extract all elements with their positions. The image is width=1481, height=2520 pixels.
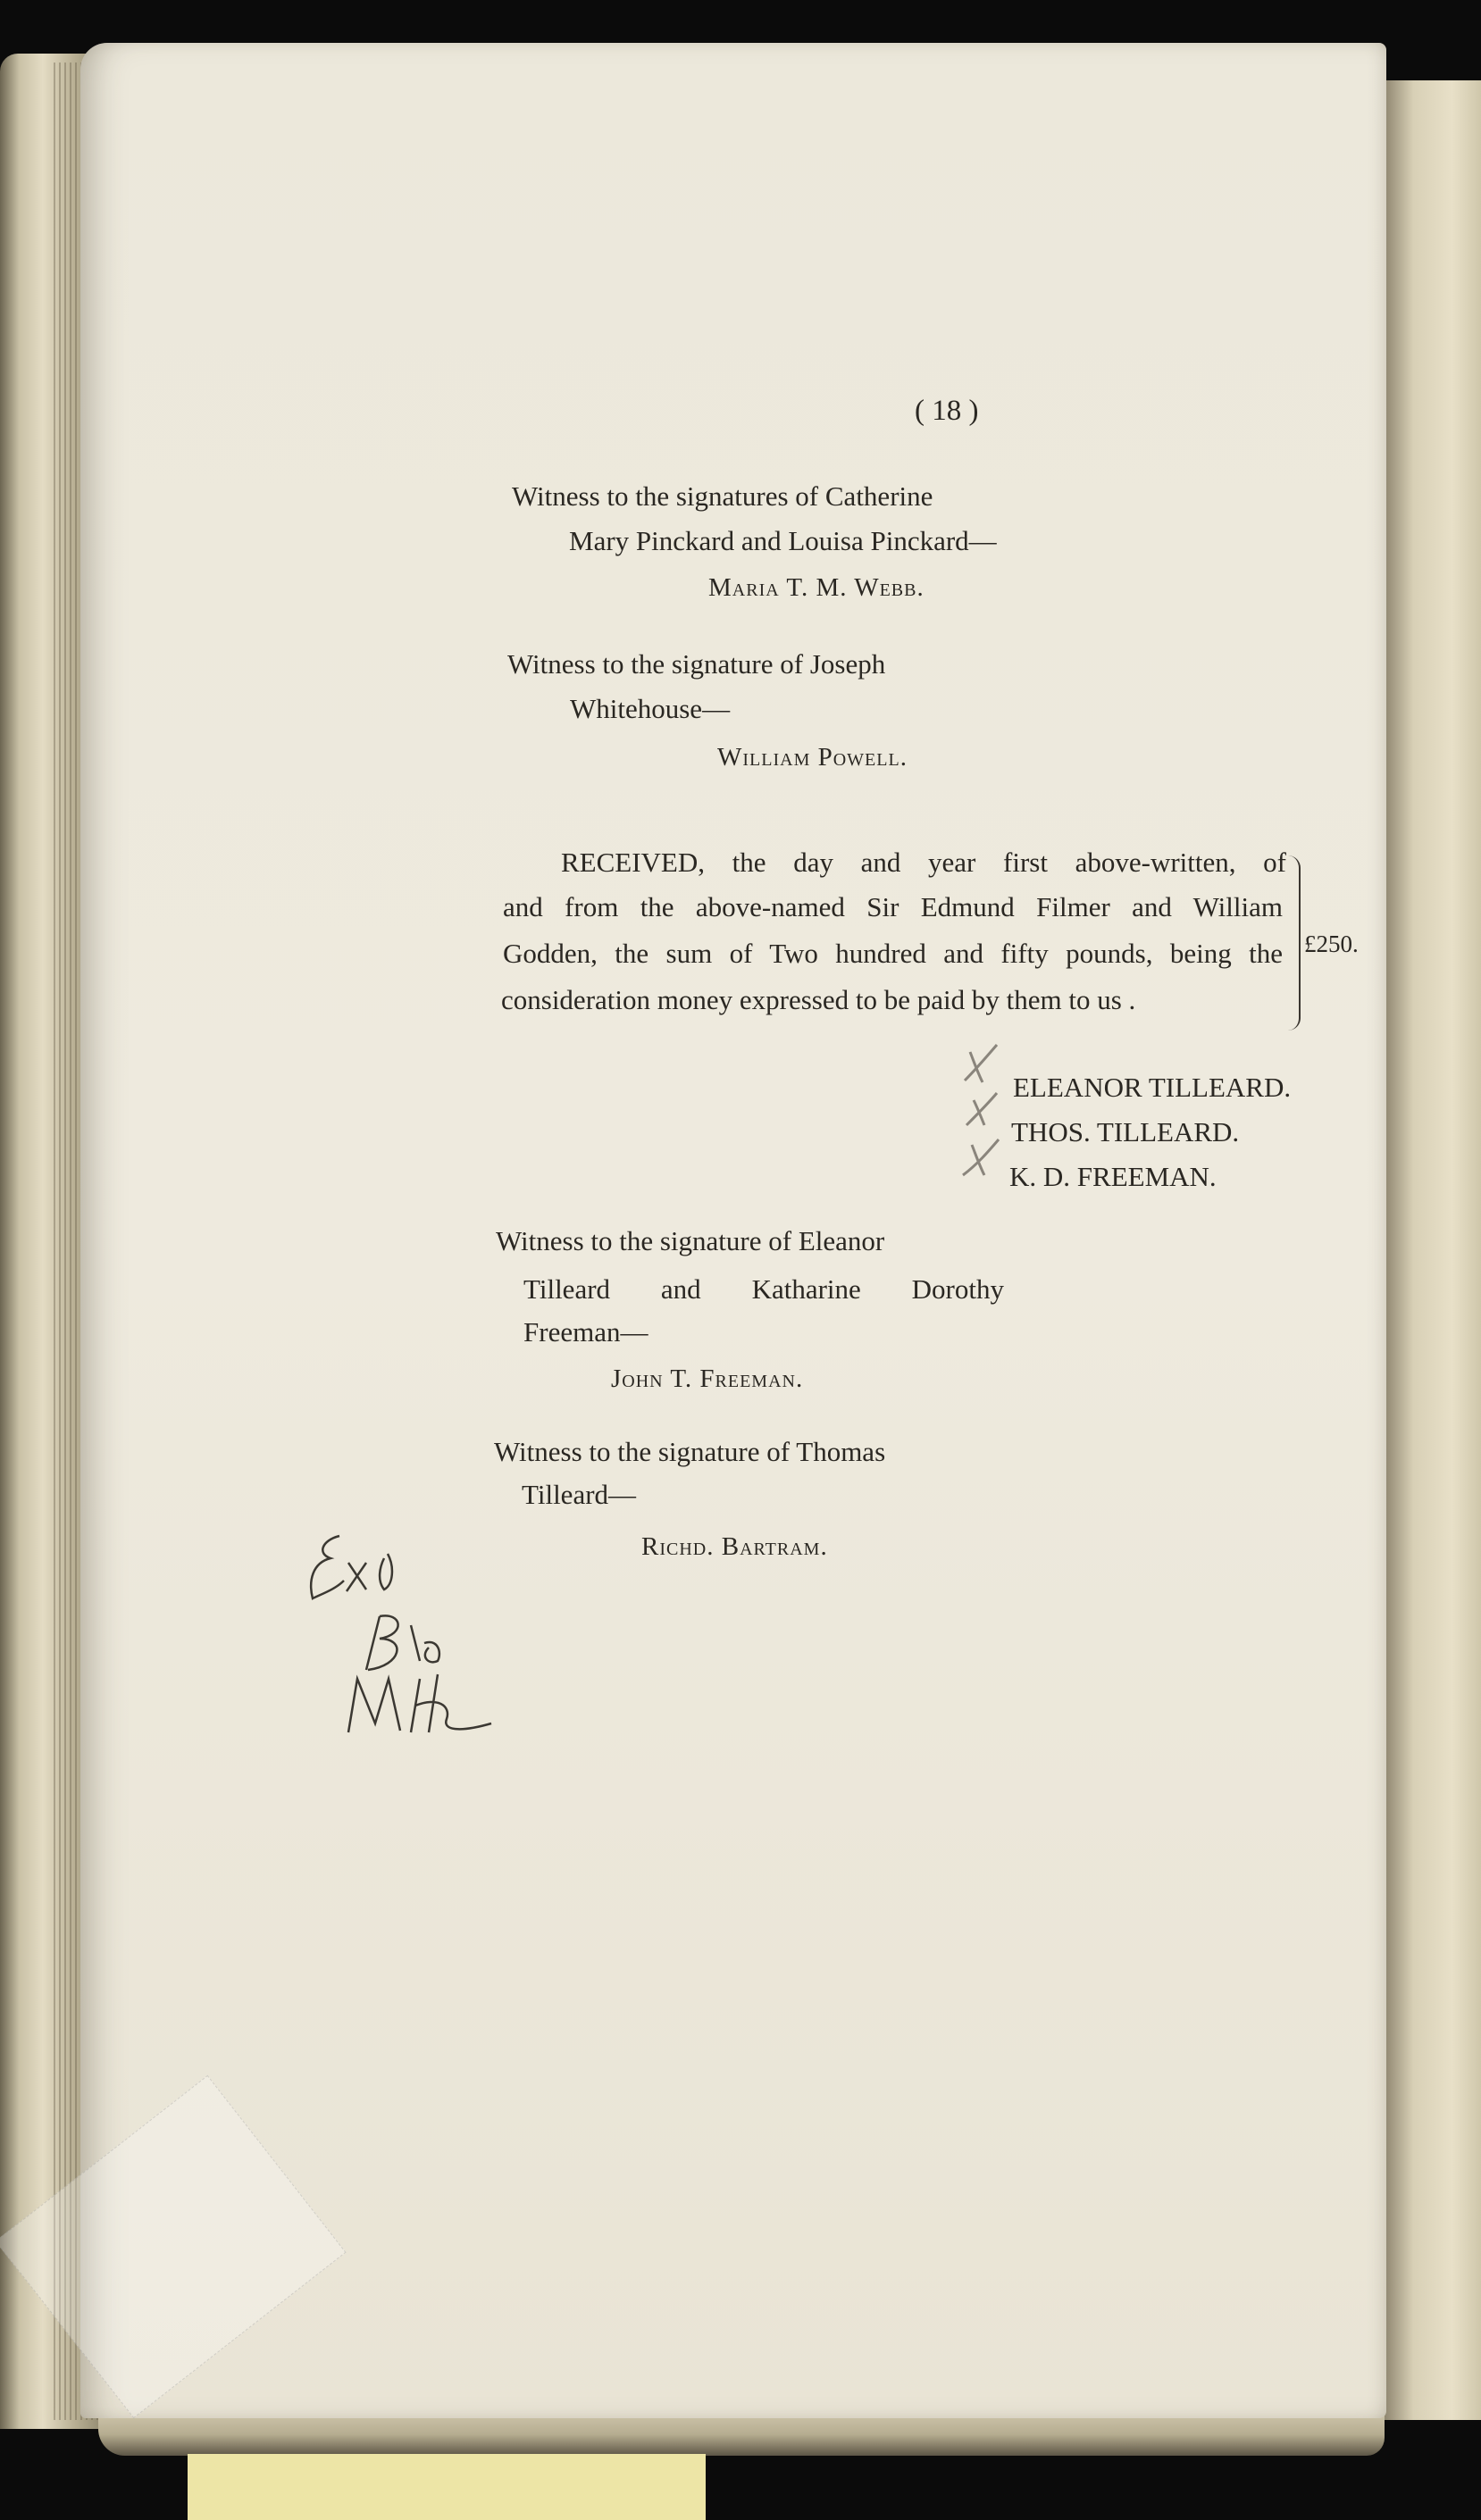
receipt-line-4: consideration money expressed to be paid by them to us . bbox=[501, 984, 1136, 1015]
witness-1-line-2: Mary Pinckard and Louisa Pinckard— bbox=[569, 525, 997, 556]
receipt-line-2: and from the above-named Sir Edmund Filmer and William bbox=[503, 891, 1283, 922]
witness-3-name: John T. Freeman. bbox=[611, 1364, 804, 1393]
witness-2-line-2: Whitehouse— bbox=[570, 693, 731, 724]
signatory-1: ELEANOR TILLEARD. bbox=[1013, 1072, 1292, 1103]
paper-slip bbox=[188, 2454, 706, 2520]
receipt-line-1: RECEIVED, the day and year first above-written, of bbox=[561, 847, 1286, 878]
witness-4-line-1: Witness to the signature of Thomas bbox=[494, 1436, 886, 1467]
receipt-brace bbox=[1279, 855, 1301, 1031]
witness-3-line-1: Witness to the signature of Eleanor bbox=[496, 1225, 885, 1256]
witness-1-line-1: Witness to the signatures of Catherine bbox=[512, 480, 933, 512]
page-number: ( 18 ) bbox=[915, 395, 979, 427]
witness-2-name: William Powell. bbox=[717, 743, 908, 772]
witness-2-line-1: Witness to the signature of Joseph bbox=[507, 648, 886, 680]
signatory-2: THOS. TILLEARD. bbox=[1011, 1116, 1240, 1147]
witness-4-name: Richd. Bartram. bbox=[641, 1532, 828, 1561]
signatory-3: K. D. FREEMAN. bbox=[1009, 1161, 1217, 1192]
handwritten-annotation bbox=[295, 1518, 527, 1750]
cross-marks bbox=[958, 1041, 1011, 1193]
facing-page-edge bbox=[1385, 80, 1481, 2420]
witness-1-name: Maria T. M. Webb. bbox=[708, 573, 925, 602]
receipt-line-3: Godden, the sum of Two hundred and fifty pounds, being the bbox=[503, 938, 1283, 969]
witness-3-line-2: Tilleard and Katharine Dorothy bbox=[523, 1273, 1004, 1305]
receipt-amount: £250. bbox=[1304, 930, 1359, 957]
witness-4-line-2: Tilleard— bbox=[522, 1479, 637, 1510]
witness-3-line-3: Freeman— bbox=[523, 1316, 648, 1348]
